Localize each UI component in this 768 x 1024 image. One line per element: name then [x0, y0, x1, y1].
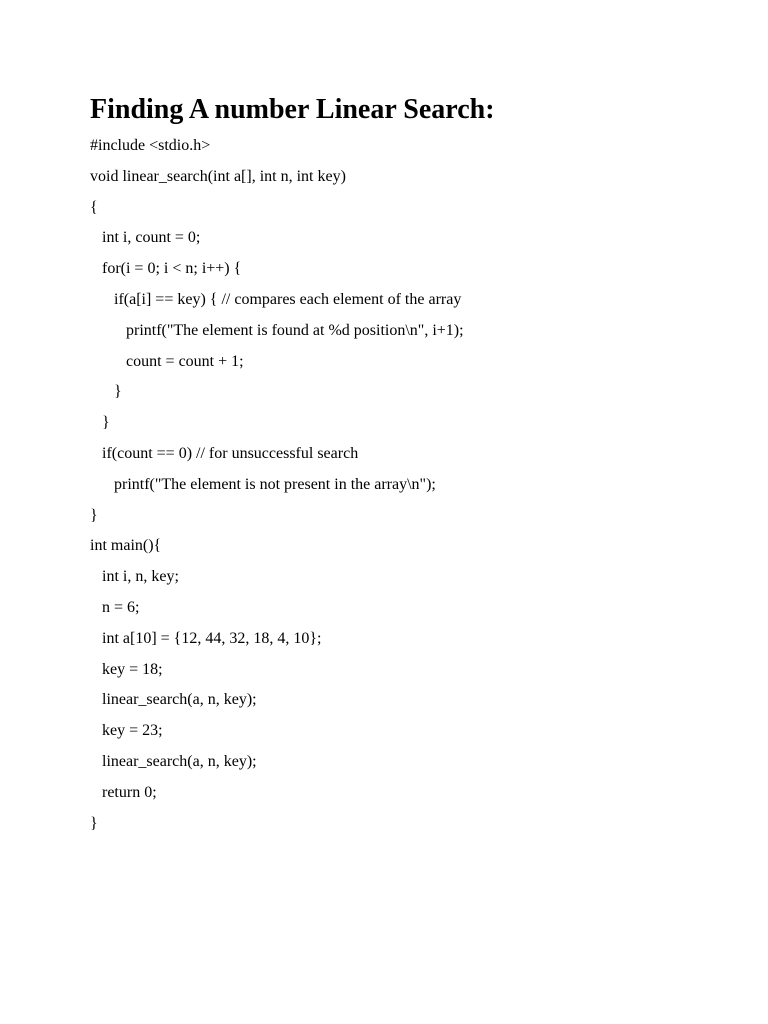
- code-line: key = 18;: [90, 660, 163, 678]
- code-line: void linear_search(int a[], int n, int key): [90, 167, 346, 185]
- code-line: int i, n, key;: [90, 568, 179, 586]
- code-line: int main(){: [90, 537, 162, 555]
- code-line: {: [90, 198, 98, 216]
- code-line: int i, count = 0;: [90, 229, 201, 247]
- code-line: for(i = 0; i < n; i++) {: [90, 260, 242, 278]
- code-line: linear_search(a, n, key);: [90, 752, 257, 770]
- code-line: }: [90, 414, 110, 432]
- code-line: key = 23;: [90, 722, 163, 740]
- code-block: [90, 136, 730, 834]
- code-line: }: [90, 383, 122, 401]
- code-line: }: [90, 506, 98, 524]
- code-line: if(a[i] == key) { // compares each element of the array: [90, 290, 462, 308]
- code-line: return 0;: [90, 783, 157, 801]
- code-line: int a[10] = {12, 44, 32, 18, 4, 10};: [90, 629, 322, 647]
- document-page: [90, 90, 730, 844]
- document-title: Finding A number Linear Search:: [90, 94, 495, 125]
- code-line: #include <stdio.h>: [90, 137, 211, 154]
- code-line: if(count == 0) // for unsuccessful search: [90, 444, 359, 462]
- code-line: linear_search(a, n, key);: [90, 691, 257, 709]
- code-line: count = count + 1;: [90, 352, 244, 370]
- code-line: printf("The element is found at %d position\n", i+1);: [90, 321, 464, 339]
- code-line: }: [90, 814, 98, 832]
- code-line: n = 6;: [90, 598, 140, 616]
- code-line: printf("The element is not present in the array\n");: [90, 475, 436, 493]
